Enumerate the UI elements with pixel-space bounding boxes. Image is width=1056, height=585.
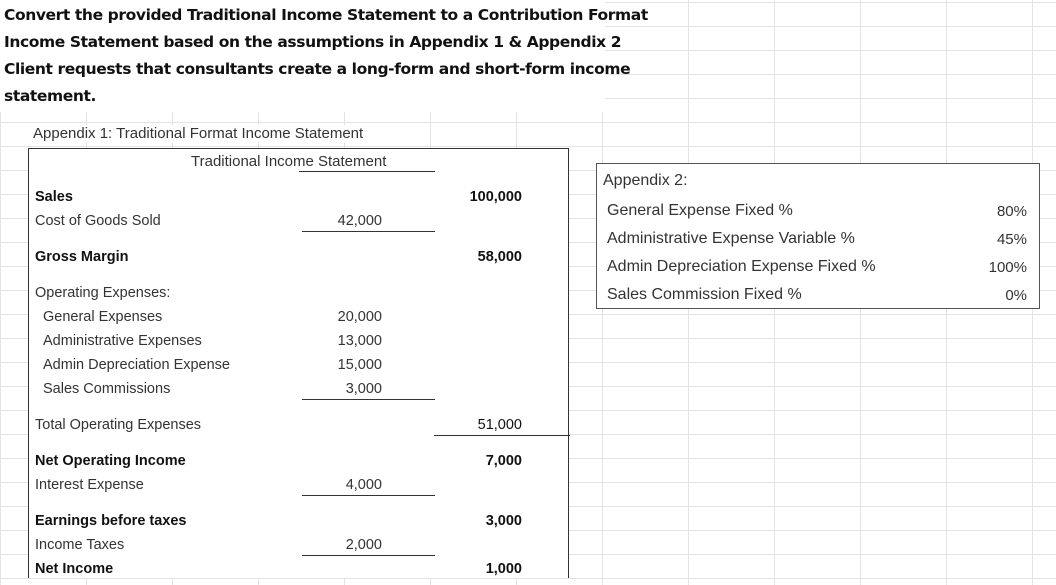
ebt-value: 3,000 — [485, 513, 522, 529]
statement-title: Traditional Income Statement — [191, 153, 387, 170]
total-opex-label: Total Operating Expenses — [35, 417, 202, 433]
sales-value: 100,000 — [469, 189, 522, 205]
interest-value: 4,000 — [345, 477, 382, 493]
admin-depreciation-value: 15,000 — [337, 357, 382, 373]
row-opex-header — [29, 285, 568, 309]
row-total-opex — [29, 417, 568, 441]
appendix2-item-label: Sales Commission Fixed % — [607, 286, 802, 303]
row-sales — [29, 189, 568, 213]
instruction-line-4: statement. — [4, 87, 97, 105]
sales-label: Sales — [35, 189, 73, 205]
total-opex-underline — [434, 435, 570, 436]
income-taxes-label: Income Taxes — [35, 537, 125, 553]
noi-label: Net Operating Income — [35, 453, 186, 469]
admin-expenses-label: Administrative Expenses — [43, 333, 202, 349]
commissions-underline — [302, 399, 435, 400]
ebt-label: Earnings before taxes — [35, 513, 187, 529]
instructions-text — [0, 0, 648, 112]
instruction-line-3: Client requests that consultants create a long-form and short-form income — [4, 60, 631, 78]
sales-commissions-value: 3,000 — [345, 381, 382, 397]
general-expenses-value: 20,000 — [337, 309, 382, 325]
cogs-value: 42,000 — [337, 213, 382, 229]
statement-title-underline — [299, 171, 435, 172]
interest-underline — [302, 495, 435, 496]
opex-header-label: Operating Expenses: — [35, 285, 171, 301]
appendix2-item-value: 80% — [996, 203, 1027, 220]
gross-margin-label: Gross Margin — [35, 249, 129, 265]
appendix2-item-label: Administrative Expense Variable % — [607, 230, 855, 247]
appendix2-title: Appendix 2: — [603, 172, 688, 189]
row-interest-expense — [29, 477, 568, 501]
net-income-value: 1,000 — [485, 561, 522, 577]
cogs-label: Cost of Goods Sold — [35, 213, 161, 229]
noi-value: 7,000 — [485, 453, 522, 469]
cogs-underline — [302, 231, 435, 232]
admin-depreciation-label: Admin Depreciation Expense — [43, 357, 230, 373]
income-taxes-value: 2,000 — [345, 537, 382, 553]
sales-commissions-label: Sales Commissions — [43, 381, 171, 397]
appendix2-item-label: General Expense Fixed % — [607, 202, 793, 219]
row-cogs — [29, 213, 568, 237]
general-expenses-label: General Expenses — [43, 309, 163, 325]
row-ebt — [29, 513, 568, 537]
row-admin-expenses — [29, 333, 568, 357]
row-net-income — [29, 561, 568, 585]
row-net-operating-income — [29, 453, 568, 477]
appendix2-item-value: 45% — [996, 231, 1027, 248]
row-sales-commissions — [29, 381, 568, 405]
row-gross-margin — [29, 249, 568, 273]
income-statement-box — [28, 148, 569, 578]
row-income-taxes — [29, 537, 568, 561]
admin-expenses-value: 13,000 — [337, 333, 382, 349]
gross-margin-value: 58,000 — [477, 249, 522, 265]
appendix2-item-value: 0% — [1005, 287, 1027, 304]
instruction-line-1: Convert the provided Traditional Income Statement to a Contribution Format — [4, 6, 648, 24]
total-opex-value: 51,000 — [477, 417, 522, 433]
instruction-line-2: Income Statement based on the assumptions in Appendix 1 & Appendix 2 — [4, 33, 622, 51]
appendix2-item-value: 100% — [988, 259, 1027, 276]
row-general-expenses — [29, 309, 568, 333]
appendix1-title: Appendix 1: Traditional Format Income Statement — [33, 125, 367, 142]
net-income-label: Net Income — [35, 561, 114, 577]
interest-label: Interest Expense — [35, 477, 144, 493]
taxes-underline — [302, 555, 435, 556]
appendix2-item-label: Admin Depreciation Expense Fixed % — [607, 258, 876, 275]
row-admin-depreciation — [29, 357, 568, 381]
appendix2-box — [596, 163, 1040, 309]
